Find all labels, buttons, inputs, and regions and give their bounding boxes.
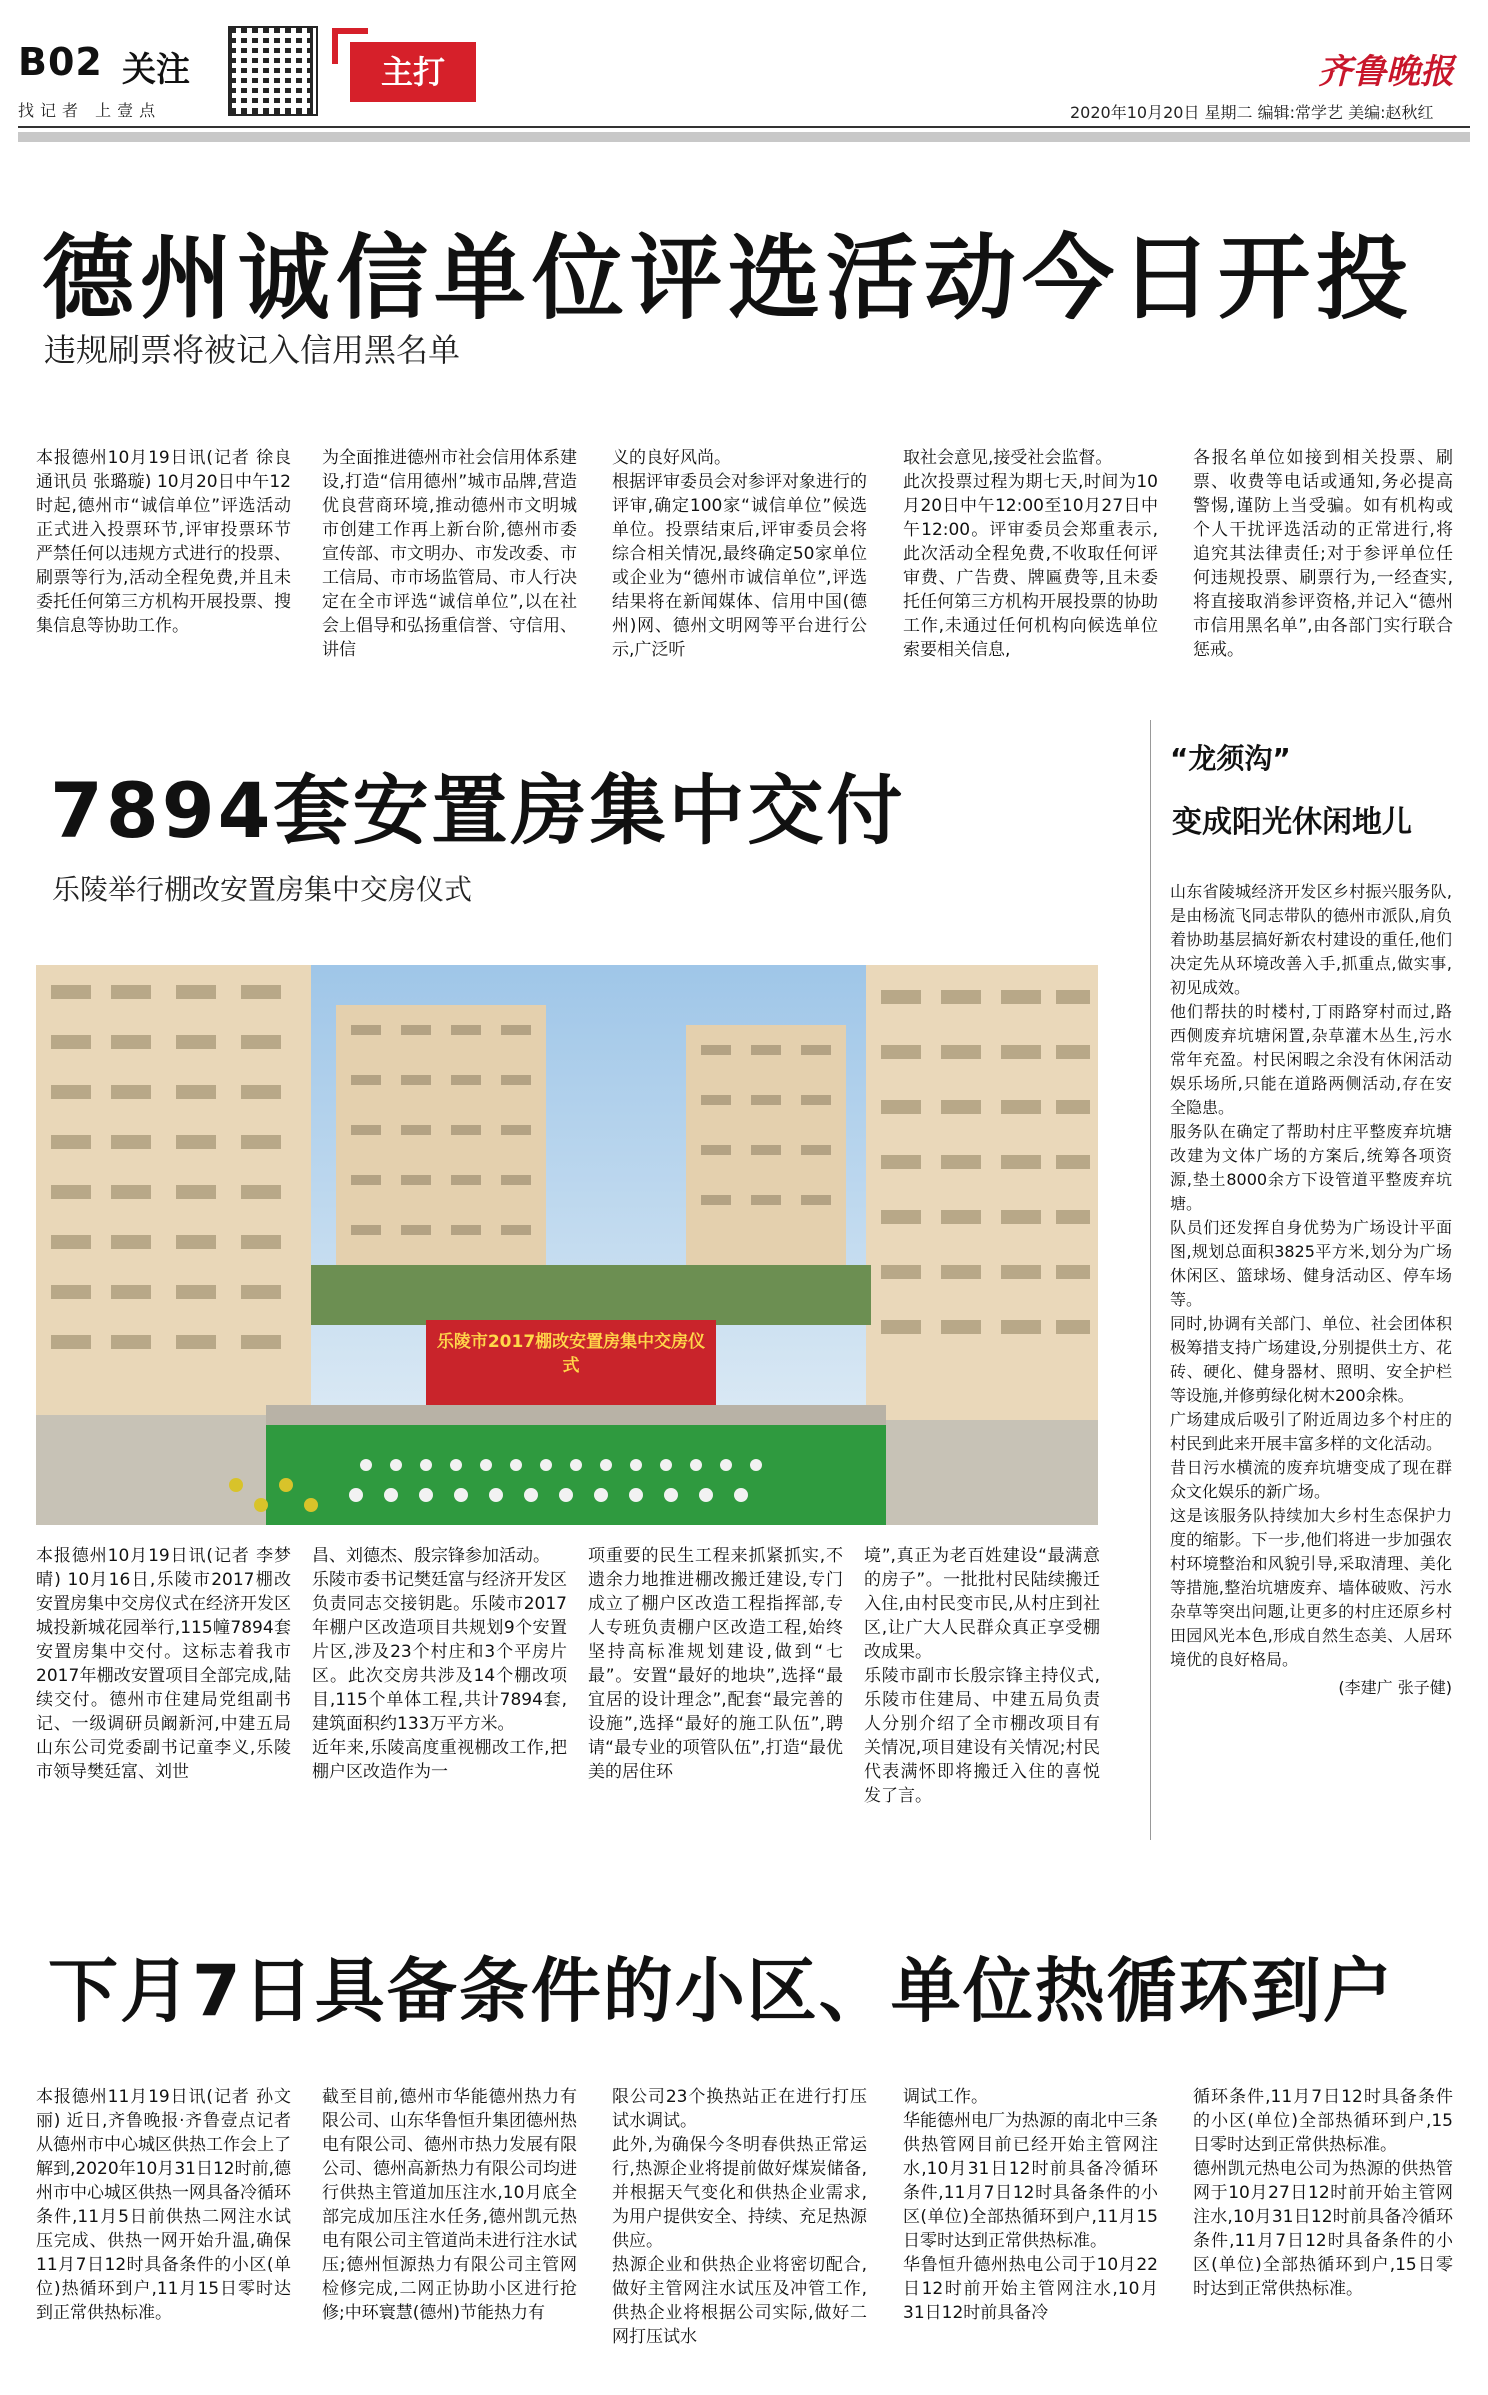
article1-column-3: 义的良好风尚。 根据评审委员会对参评对象进行的评审,确定100家“诚信单位”候选单位。投票结束后,评审委员会将综合相关情况,最终确定50家单位或企业为“德州市诚信单位”,评选结果将在新闻媒体、信用中国(德州)网、德州文明网等平台进行公示,广泛听	[612, 448, 867, 660]
article3-column-3: 限公司23个换热站正在进行打压试水调试。 此外,为确保今冬明春供热正常运行,热源企业将提前做好煤炭储备,并根据天气变化和供热企业需求,为用户提供安全、持续、充足热源供应。 热源企业和供热企业将密切配合,做好主管网注水试压及冲管工作,供热企业将根据公司实际,做好二网打压试水	[612, 2087, 867, 2347]
newspaper-logo: 齐鲁晚报	[1318, 52, 1454, 92]
article3-column-4: 调试工作。 华能德州电厂为热源的南北中三条供热管网目前已经开始主管网注水,10月31日12时前具备冷循环条件,11月7日12时具备条件的小区(单位)全部热循环到户,11月15日零时达到正常供热标准。 华鲁恒升德州热电公司于10月22日12时前开始主管网注水,10月31日12时前具备冷	[903, 2087, 1158, 2323]
sidebar-body: 山东省陵城经济开发区乡村振兴服务队,是由杨流飞同志带队的德州市派队,肩负着协助基层搞好新农村建设的重任,他们决定先从环境改善入手,抓重点,做实事,初见成效。 他们帮扶的时楼村,丁雨路穿村而过,路西侧废弃坑塘闲置,杂草灌木丛生,污水常年充盈。村民闲暇之余没有休闲活动娱乐场所,只能在道路两侧活动,存在安全隐患。 服务队在确定了帮助村庄平整废弃坑塘改建为文体广场的方案后,统筹各项资源,垫土8000余方下设管道平整废弃坑塘。 队员们还发挥自身优势为广场设计平面图,规划总面积3825平方米,划分为广场休闲区、篮球场、健身活动区、停车场等。 同时,协调有关部门、单位、社会团体积极筹措支持广场建设,分别提供土方、花砖、硬化、健身器材、照明、安全护栏等设施,并修剪绿化树木200余株。 广场建成后吸引了附近周边多个村庄的村民到此来开展丰富多样的文化活动。 昔日污水横流的废弃坑塘变成了现在群众文化娱乐的新广场。 这是该服务队持续加大乡村生态保护力度的缩影。下一步,他们将进一步加强农村环境整治和风貌引导,采取清理、美化等措施,整治坑塘废弃、墙体破败、污水杂草等突出问题,让更多的村庄还原乡村田园风光本色,形成自然生态美、人居环境优的良好格局。	[1170, 882, 1452, 1669]
article3-column-5: 循环条件,11月7日12时具备条件的小区(单位)全部热循环到户,15日零时达到正常供热标准。 德州凯元热电公司为热源的供热管网于10月27日12时前开始主管网注水,10月31日12时前具备冷循环条件,11月7日12时具备条件的小区(单位)全部热循环到户,15日零时达到正常供热标准。	[1193, 2087, 1453, 2299]
housing-ceremony-photo	[36, 965, 1098, 1525]
article1-column-2: 为全面推进德州市社会信用体系建设,打造“信用德州”城市品牌,营造优良营商环境,推动德州市文明城市创建工作再上新台阶,德州市委宣传部、市文明办、市发改委、市工信局、市市场监管局、市人行决定在全市评选“诚信单位”,以在社会上倡导和弘扬重信誉、守信用、讲信	[322, 448, 577, 660]
article1-column-1: 本报德州10月19日讯(记者 徐良 通讯员 张璐璇) 10月20日中午12时起,德州市“诚信单位”评选活动正式进入投票环节,评审投票环节严禁任何以违规方式进行的投票、刷票等行为,活动全程免费,并且未委托任何第三方机构开展投票、搜集信息等协助工作。	[36, 448, 291, 636]
stage-banner-text: 乐陵市2017棚改安置房集中交房仪式	[436, 1332, 706, 1376]
article2-column-4: 境”,真正为老百姓建设“最满意的房子”。一批批村民陆续搬迁入住,由村民变市民,从村庄到社区,让广大人民群众真正享受棚改成果。 乐陵市副市长殷宗锋主持仪式,乐陵市住建局、中建五局负责人分别介绍了全市棚改项目有关情况,项目建设有关情况;村民代表满怀即将搬迁入住的喜悦发了言。	[864, 1546, 1100, 1806]
section-name: 关注	[122, 50, 190, 90]
section-tag: 主打	[350, 42, 476, 102]
section-subline: 找记者 上壹点	[18, 101, 162, 120]
sidebar-body-wrap	[1170, 880, 1452, 1820]
article3-column-1: 本报德州11月19日讯(记者 孙文丽) 近日,齐鲁晚报·齐鲁壹点记者从德州市中心城区供热工作会上了解到,2020年10月31日12时前,德州市中心城区供热一网具备冷循环条件,11月5日前供热二网注水试压完成、供热一网开始升温,确保11月7日12时具备条件的小区(单位)热循环到户,11月15日零时达到正常供热标准。	[36, 2087, 291, 2323]
sidebar-title: 变成阳光休闲地儿	[1172, 805, 1412, 840]
article2-title: 7894套安置房集中交付	[50, 766, 906, 855]
article3-column-2: 截至目前,德州市华能德州热力有限公司、山东华鲁恒升集团德州热电有限公司、德州市热力发展有限公司、德州高新热力有限公司均进行供热主管道加压注水,10月底全部完成加压注水任务,德州凯元热电有限公司主管道尚未进行注水试压;德州恒源热力有限公司主管网检修完成,二网正协助小区进行抢修;中环寰慧(德州)节能热力有	[322, 2087, 577, 2323]
article1-column-5: 各报名单位如接到相关投票、刷票、收费等电话或通知,务必提高警惕,谨防上当受骗。如有机构或个人干扰评选活动的正常进行,将追究其法律责任;对于参评单位任何违规投票、刷票行为,一经查实,将直接取消参评资格,并记入“德州市信用黑名单”,由各部门实行联合惩戒。	[1193, 448, 1453, 660]
article2-column-1: 本报德州10月19日讯(记者 李梦晴) 10月16日,乐陵市2017棚改安置房集中交房仪式在经济开发区城投新城花园举行,115幢7894套安置房集中交付。这标志着我市2017年棚改安置项目全部完成,陆续交付。德州市住建局党组副书记、一级调研员阚新河,中建五局山东公司党委副书记童李义,乐陵市领导樊廷富、刘世	[36, 1546, 291, 1782]
sidebar-credit: (李建广 张子健)	[1338, 1678, 1452, 1697]
article2-column-3: 项重要的民生工程来抓紧抓实,不遗余力地推进棚改搬迁建设,专门成立了棚户区改造工程指挥部,专人专班负责棚户区改造工程,始终坚持高标准规划建设,做到“七最”。安置“最好的地块”,选择“最宜居的设计理念”,配套“最完善的设施”,选择“最好的施工队伍”,聘请“最专业的项管队伍”,打造“最优美的居住环	[588, 1546, 843, 1782]
sidebar-divider	[1150, 720, 1151, 1840]
date-editor-line: 2020年10月20日 星期二 编辑:常学艺 美编:赵秋红	[1070, 103, 1434, 122]
page-number: B02	[18, 40, 103, 84]
article3-title: 下月7日具备条件的小区、单位热循环到户	[48, 1950, 1395, 2032]
article1-title: 德州诚信单位评选活动今日开投	[42, 225, 1415, 332]
article2-subtitle: 乐陵举行棚改安置房集中交房仪式	[52, 873, 473, 906]
sidebar-kicker: “龙须沟”	[1170, 742, 1291, 775]
article1-column-4: 取社会意见,接受社会监督。 此次投票过程为期七天,时间为10月20日中午12:00至10月27日中午12:00。评审委员会郑重表示,此次活动全程免费,不收取任何评审费、广告费、牌匾费等,且未委托任何第三方机构开展投票的协助工作,未通过任何机构向候选单位索要相关信息,	[903, 448, 1158, 660]
header-rule-thick	[18, 132, 1470, 142]
article1-subtitle: 违规刷票将被记入信用黑名单	[44, 331, 461, 369]
qr-code-pattern	[232, 30, 310, 108]
header-rule-thin	[18, 126, 1470, 128]
article2-column-2: 昌、刘德杰、殷宗锋参加活动。 乐陵市委书记樊廷富与经济开发区负责同志交接钥匙。乐陵市2017年棚户区改造项目共规划9个安置片区,涉及23个村庄和3个平房片区。此次交房共涉及14个棚改项目,115个单体工程,共计7894套,建筑面积约133万平方米。 近年来,乐陵高度重视棚改工作,把棚户区改造作为一	[312, 1546, 567, 1782]
